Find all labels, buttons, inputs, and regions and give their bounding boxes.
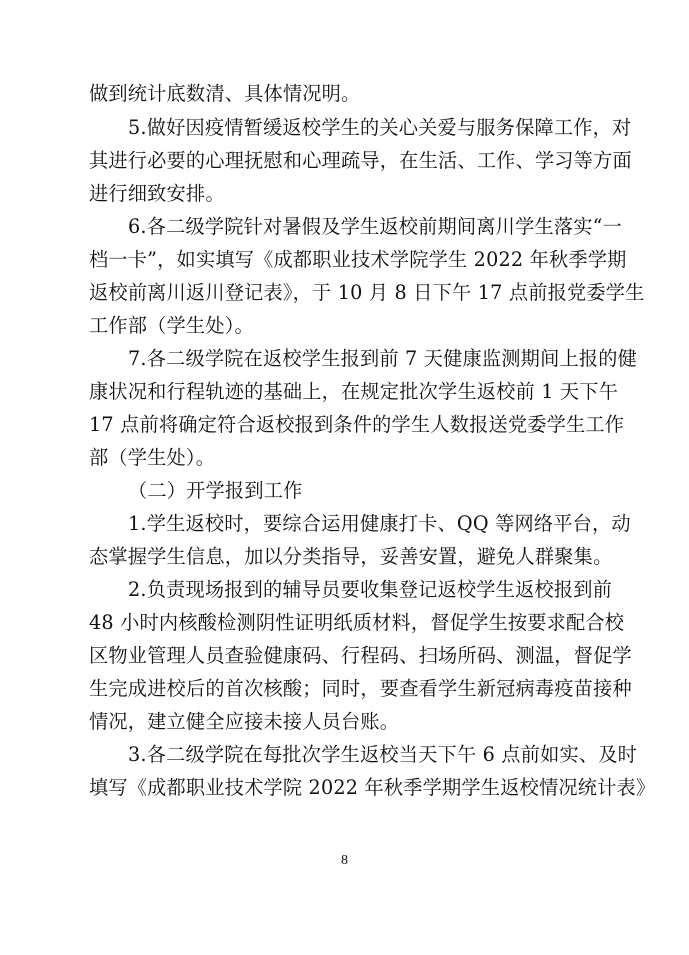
text-line: 进行细致安排。 (89, 182, 225, 205)
text-line: 48 小时内核酸检测阴性证明纸质材料，督促学生按要求配合校 (89, 611, 625, 634)
page-number: 8 (341, 853, 348, 868)
text-line: 2.负责现场报到的辅导员要收集登记返校学生返校报到前 (128, 578, 613, 601)
text-line: 其进行必要的心理抚慰和心理疏导，在生活、工作、学习等方面 (89, 149, 632, 172)
text-line: 区物业管理人员查验健康码、行程码、扫场所码、测温，督促学 (89, 644, 632, 667)
text-line: 5.做好因疫情暂缓返校学生的关心关爱与服务保障工作，对 (128, 116, 632, 139)
text-line: 填写《成都职业技术学院 2022 年秋季学期学生返校情况统计表》 (89, 776, 656, 799)
text-line: 返校前离川返川登记表》，于 10 月 8 日下午 17 点前报党委学生 (89, 281, 645, 304)
text-line: 做到统计底数清、具体情况明。 (89, 82, 361, 105)
section-heading: （二）开学报到工作 (128, 479, 303, 502)
text-line: 7.各二级学院在返校学生报到前 7 天健康监测期间上报的健 (128, 347, 638, 370)
text-line: 1.学生返校时，要综合运用健康打卡、QQ 等网络平台，动 (128, 512, 631, 535)
text-line: 6.各二级学院针对暑假及学生返校前期间离川学生落实“一 (128, 215, 623, 238)
text-line: 工作部（学生处）。 (89, 314, 254, 337)
text-line: 康状况和行程轨迹的基础上，在规定批次学生返校前 1 天下午 (89, 380, 619, 403)
text-line: 生完成进校后的首次核酸；同时，要查看学生新冠病毒疫苗接种 (89, 677, 632, 700)
text-line: 态掌握学生信息，加以分类指导，妥善安置，避免人群聚集。 (89, 545, 613, 568)
text-line: 档一卡”，如实填写《成都职业技术学院学生 2022 年秋季学期 (89, 248, 627, 271)
text-line: 部（学生处）。 (89, 446, 216, 469)
text-line: 情况，建立健全应接未接人员台账。 (89, 710, 400, 733)
text-line: 3.各二级学院在每批次学生返校当天下午 6 点前如实、及时 (128, 743, 638, 766)
text-line: 17 点前将确定符合返校报到条件的学生人数报送党委学生工作 (89, 413, 625, 436)
